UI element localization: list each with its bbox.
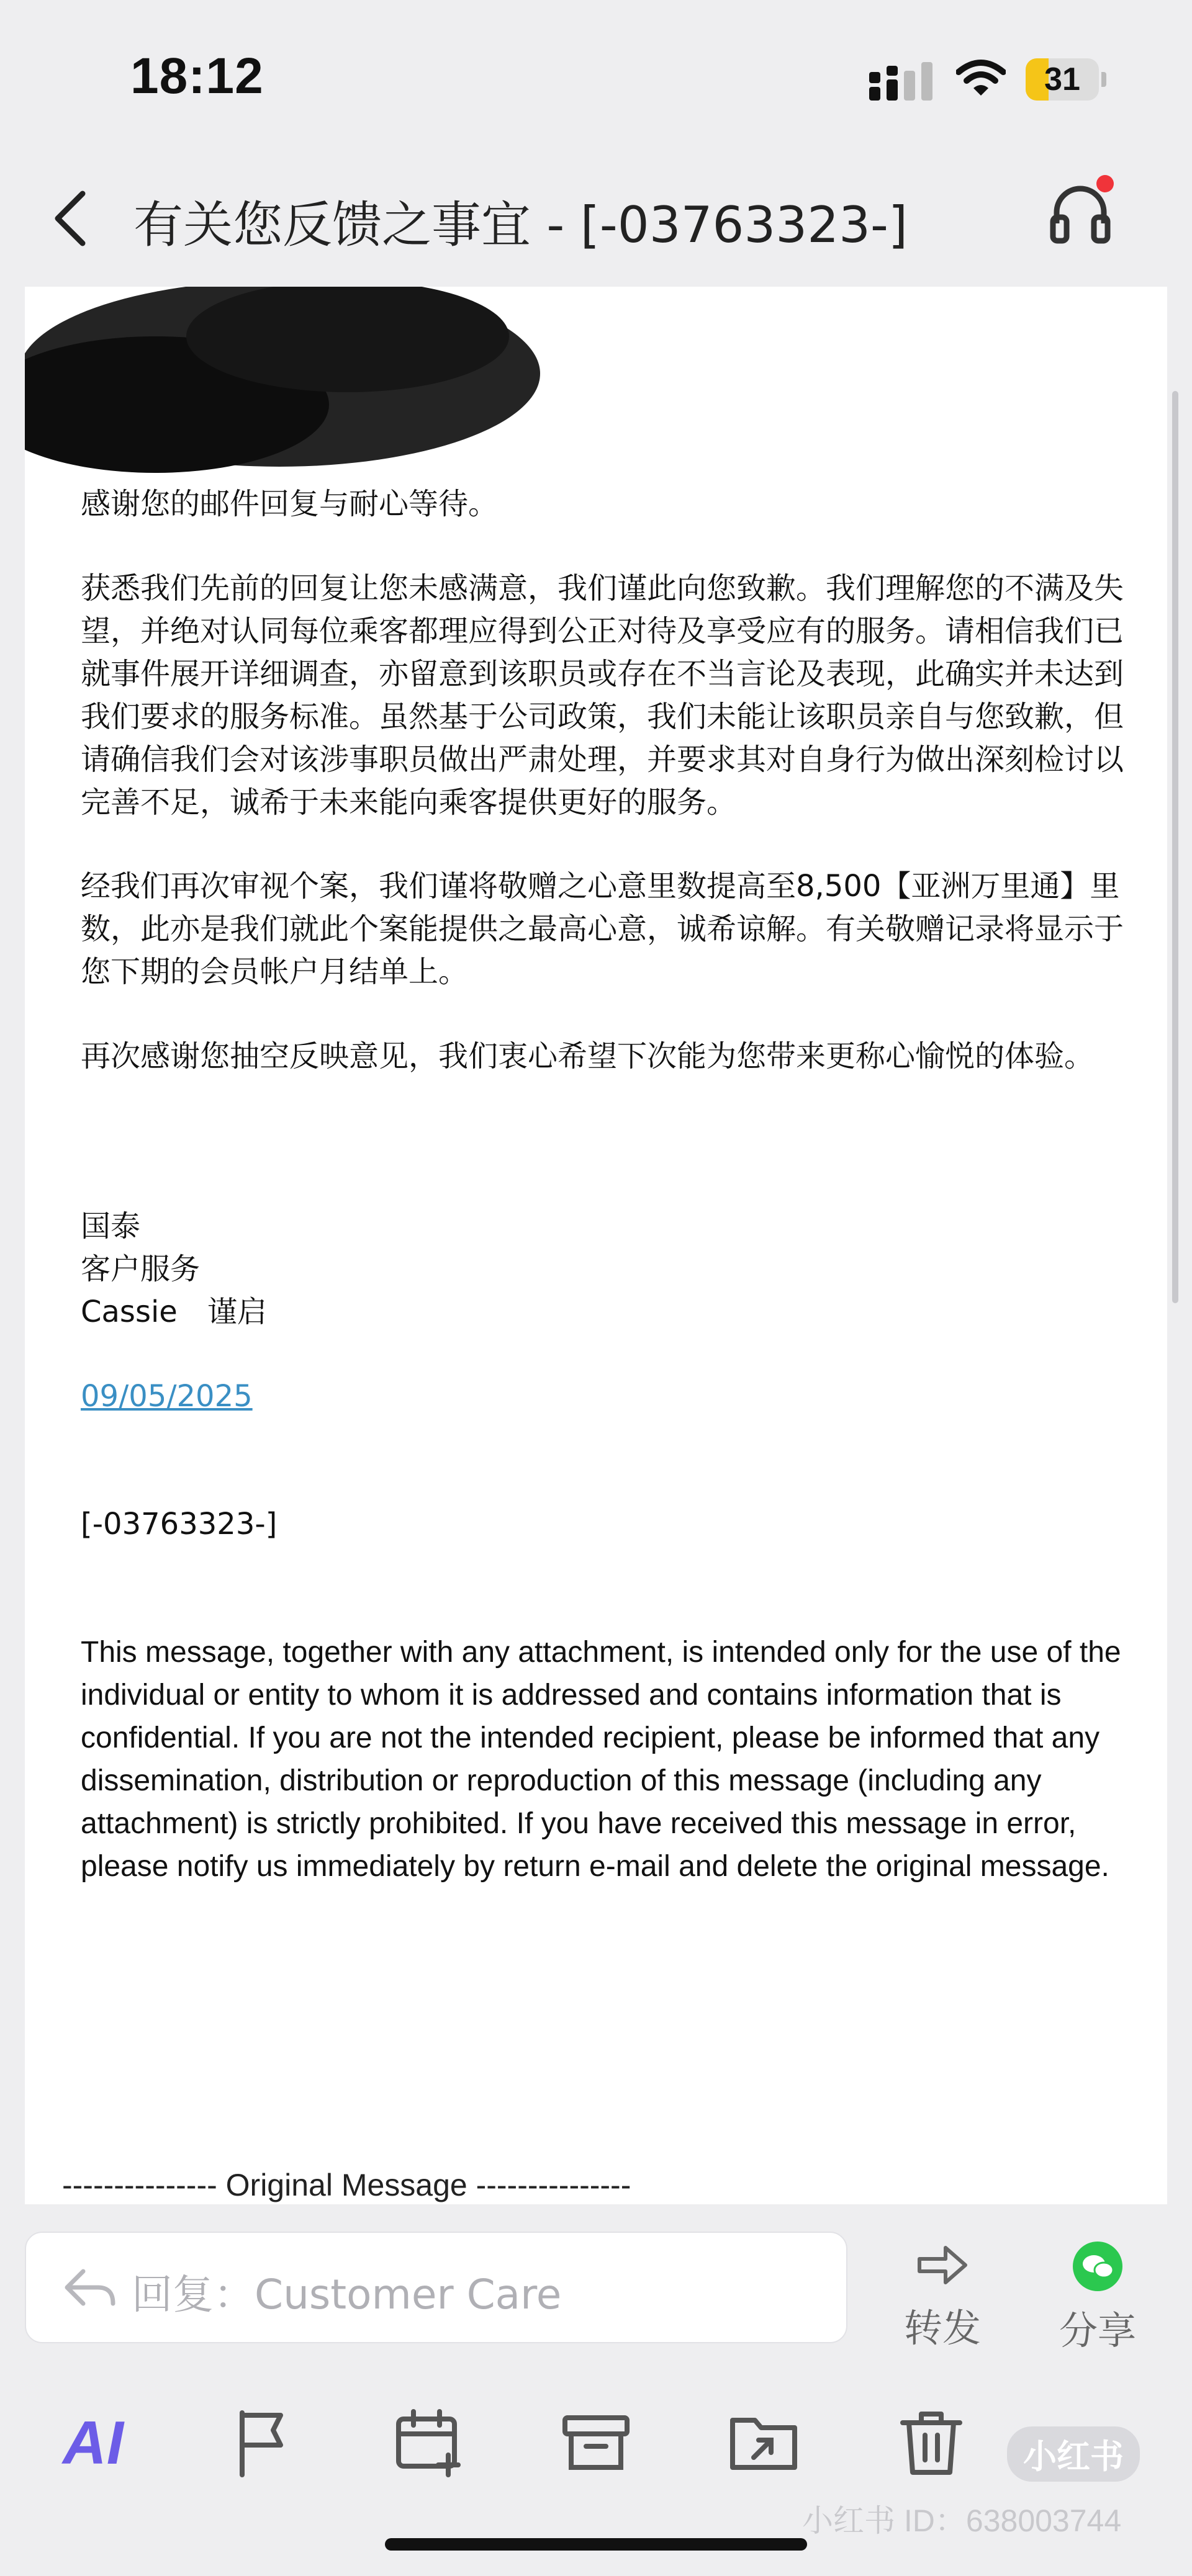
signature-company: 国泰 xyxy=(81,1209,141,1244)
share-label: 分享 xyxy=(1059,2308,1136,2353)
notification-dot xyxy=(1096,175,1114,192)
cellular-signal-icon xyxy=(868,61,936,102)
confidentiality-disclaimer: This message, together with any attachment, is intended only for the use of the individual or entity to whom it is addressed and contains information that is confidential. If you are not the intended recipient, please be informed that any dissemination, distribution or reproduction of this message (including any attachment) is strictly prohibited. If you have received this message in error, please notify us immediately by return e-mail and delete the original message. xyxy=(81,1636,1121,1883)
bottom-toolbar xyxy=(0,2358,1192,2576)
move-to-folder-icon[interactable] xyxy=(726,2405,801,2480)
status-time: 18:12 xyxy=(130,48,264,104)
original-message-divider: --------------- Original Message --------------- xyxy=(62,2168,631,2202)
ai-assistant-button[interactable]: AI xyxy=(63,2408,124,2477)
email-paragraph-2: 经我们再次审视个案，我们谨将敬赠之心意里数提高至8,500【亚洲万里通】里数，此亦是我们就此个案能提供之最高心意，诚希谅解。有关敬赠记录将显示于您下期的会员帐户月结单上。 xyxy=(81,869,1124,989)
signature-name: Cassie 谨启 xyxy=(81,1295,267,1329)
reply-input[interactable] xyxy=(25,2232,847,2343)
flag-icon[interactable] xyxy=(224,2405,298,2480)
forward-icon xyxy=(914,2242,970,2289)
scrollbar[interactable] xyxy=(1172,391,1178,1303)
email-paragraph-3: 再次感谢您抽空反映意见，我们衷心希望下次能为您带来更称心愉悦的体验。 xyxy=(81,1039,1095,1074)
redaction-scribble xyxy=(25,287,559,485)
wifi-icon xyxy=(956,57,1006,98)
archive-icon[interactable] xyxy=(559,2405,633,2480)
email-body xyxy=(25,287,1167,2204)
date-link[interactable]: 09/05/2025 xyxy=(81,1379,253,1414)
wechat-icon xyxy=(1073,2242,1122,2291)
trash-icon[interactable] xyxy=(894,2405,968,2480)
forward-button[interactable] xyxy=(893,2242,992,2353)
forward-label: 转发 xyxy=(903,2305,981,2351)
add-to-calendar-icon[interactable] xyxy=(391,2405,466,2480)
reply-placeholder: 回复：Customer Care xyxy=(132,2271,562,2318)
reference-number: [-03763323-] xyxy=(81,1507,278,1542)
signature-department: 客户服务 xyxy=(81,1252,201,1286)
reply-bar xyxy=(0,2204,1192,2359)
home-indicator[interactable] xyxy=(385,2538,807,2551)
watermark-id: 小红书 ID：638003744 xyxy=(802,2503,1122,2538)
back-arrow-icon[interactable] xyxy=(48,187,92,249)
page-title: 有关您反馈之事宜 - [-03763323-] xyxy=(133,196,908,254)
battery-indicator xyxy=(1026,58,1106,101)
battery-level: 31 xyxy=(1044,61,1080,97)
share-button[interactable] xyxy=(1048,2242,1147,2355)
email-paragraph-1: 获悉我们先前的回复让您未感满意，我们谨此向您致歉。我们理解您的不满及失望，并绝对认同每位乘客都理应得到公正对待及享受应有的服务。请相信我们已就事件展开详细调查，亦留意到该职员或存在不当言论及表现，此确实并未达到我们要求的服务标准。虽然基于公司政策，我们未能让该职员亲自与您致歉，但请确信我们会对该涉事职员做出严肃处理，并要求其对自身行为做出深刻检讨以完善不足，诚希于未来能向乘客提供更好的服务。 xyxy=(81,571,1124,820)
header xyxy=(0,155,1192,292)
watermark-logo: 小红书 xyxy=(1007,2426,1140,2482)
reply-arrow-icon xyxy=(62,2265,118,2312)
status-bar xyxy=(0,0,1192,155)
email-greeting: 感谢您的邮件回复与耐心等待。 xyxy=(81,487,499,521)
